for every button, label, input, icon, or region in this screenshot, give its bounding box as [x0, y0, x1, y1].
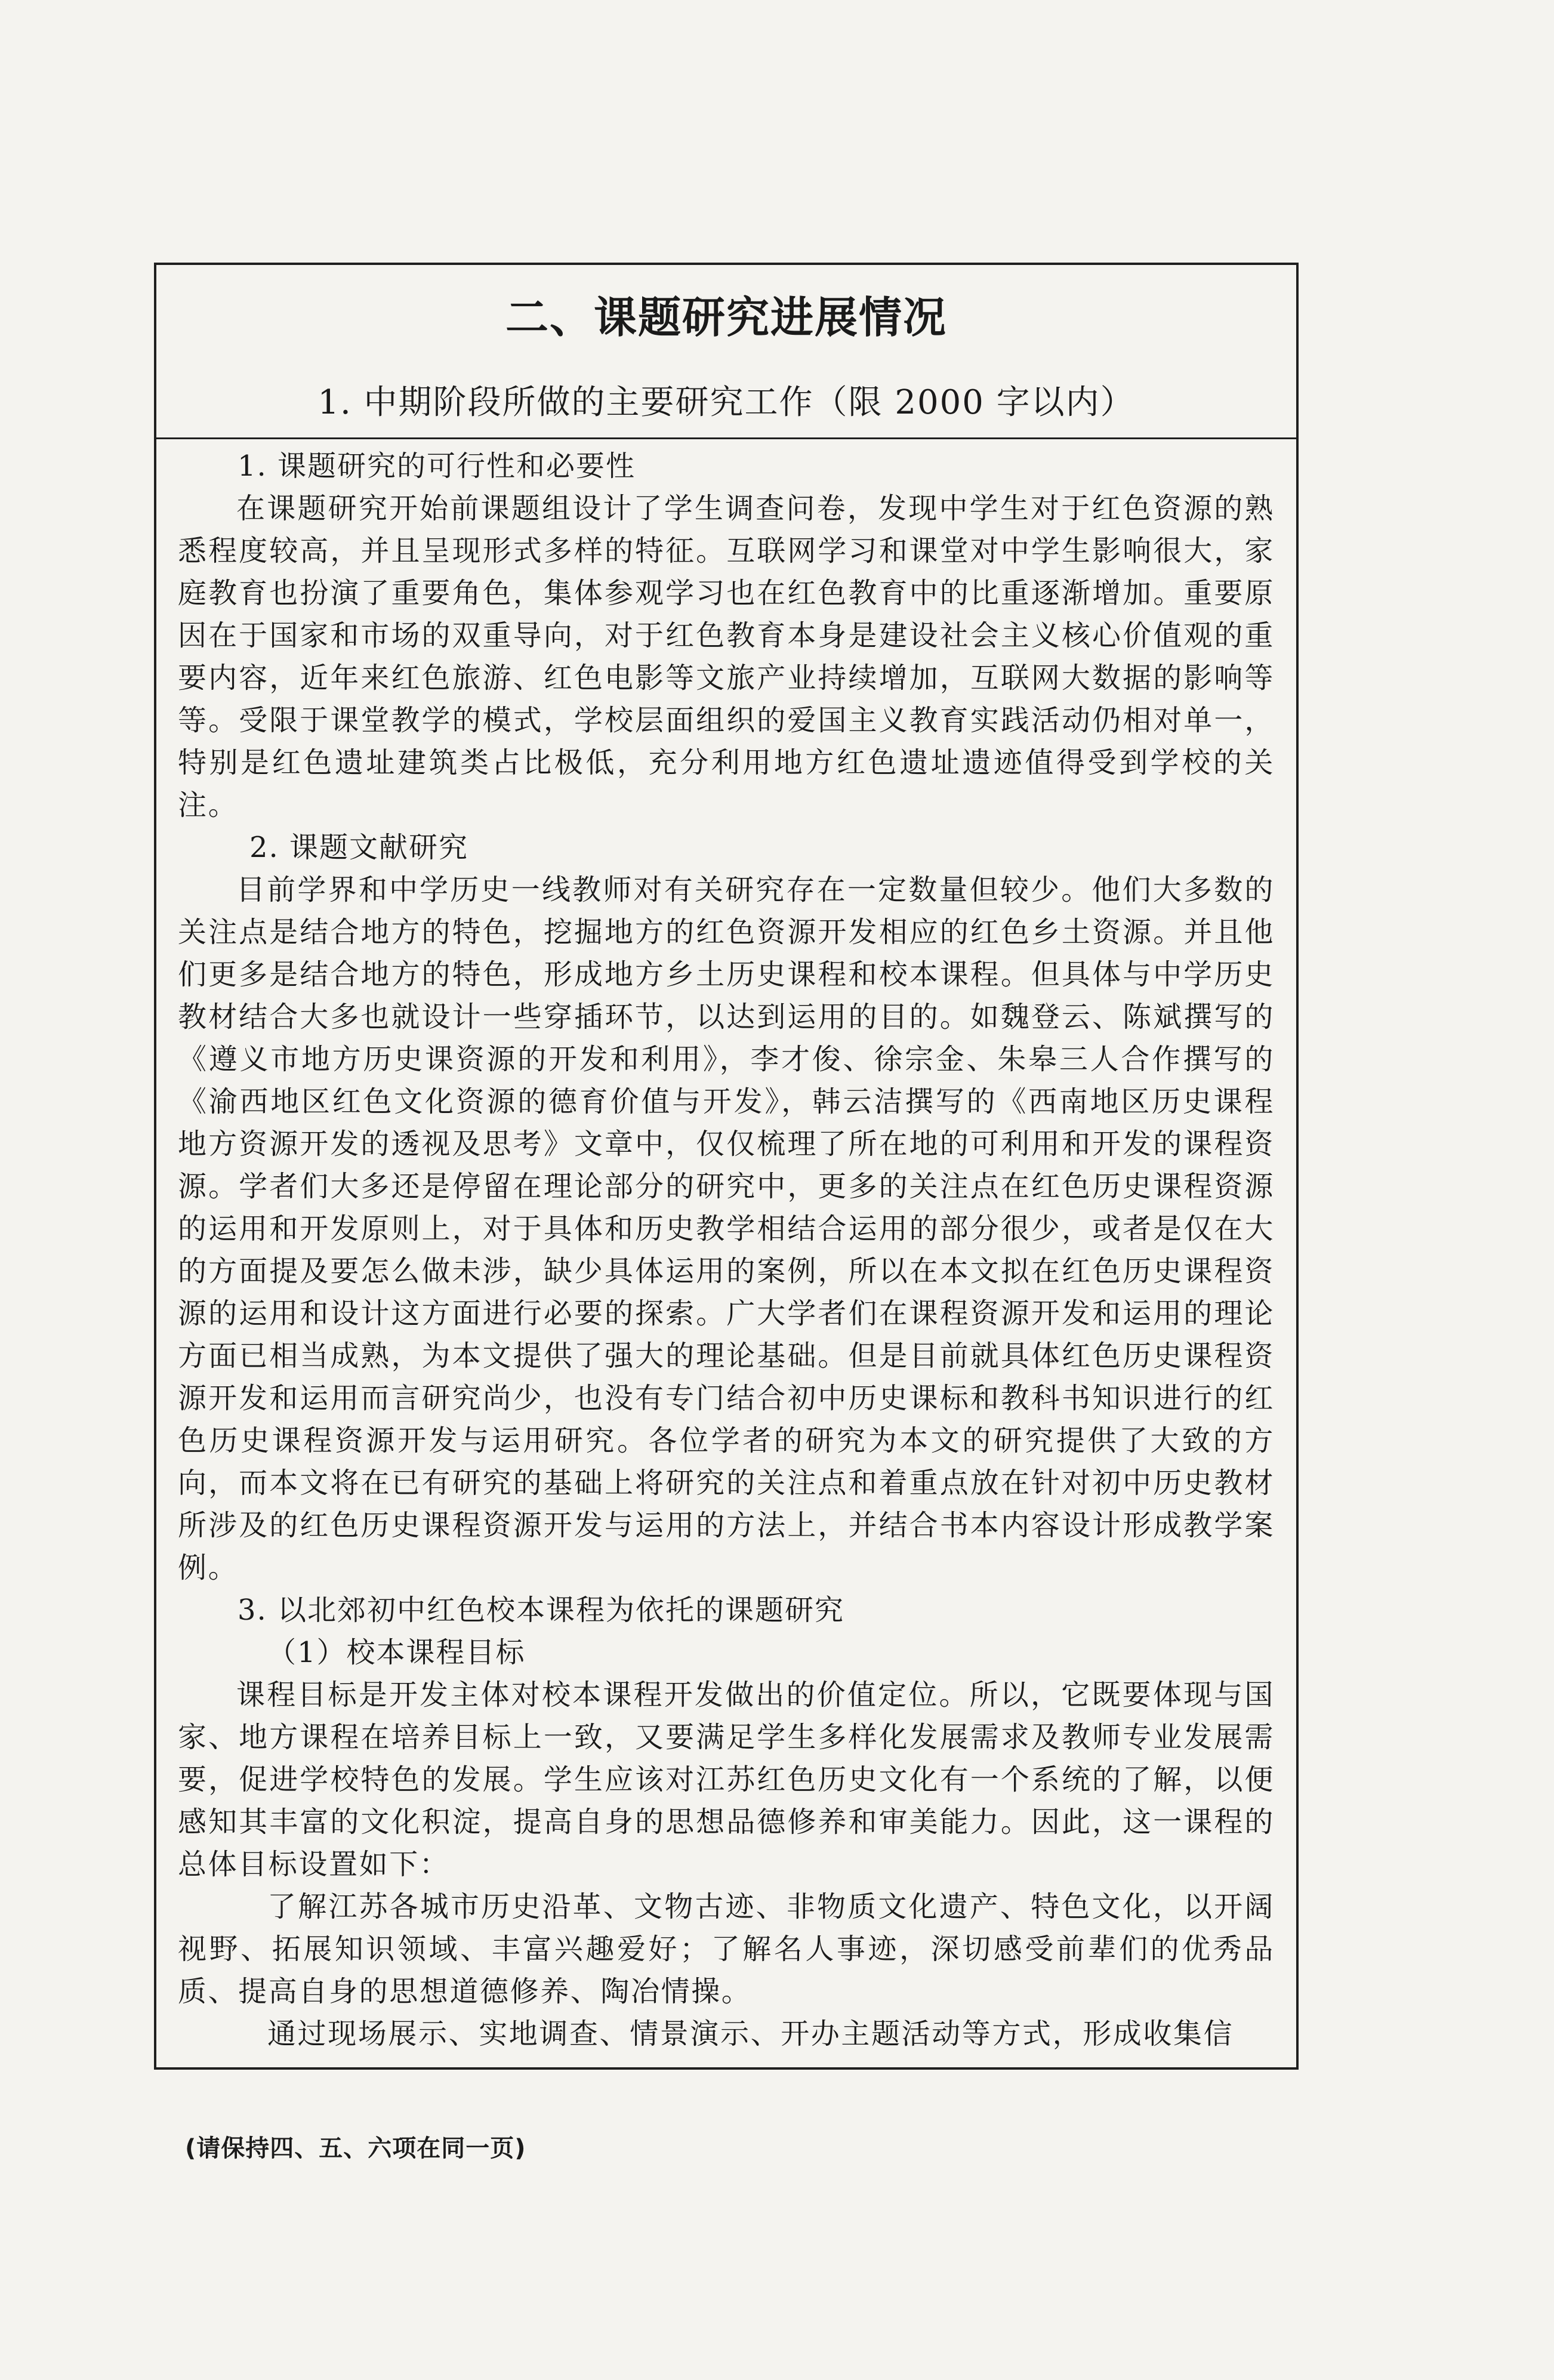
section-subtitle: 1. 中期阶段所做的主要研究工作（限 2000 字以内） [317, 383, 1135, 422]
paragraph-course-goal: 课程目标是开发主体对校本课程开发做出的价值定位。所以，它既要体现与国家、地方课程在培养目标上一致，又要满足学生多样化发展需求及教师专业发展需要，促进学校特色的发展。学生应该对江苏红色历史文化有一个系统的了解，以便感知其丰富的文化积淀，提高自身的思想品德修养和审美能力。因此，这一课程的总体目标设置如下： [178, 1678, 1275, 1881]
paragraph-feasibility: 在课题研究开始前课题组设计了学生调查问卷，发现中学生对于红色资源的熟悉程度较高，并且呈现形式多样的特征。互联网学习和课堂对中学生影响很大，家庭教育也扮演了重要角色，集体参观学习也在红色教育中的比重逐渐增加。重要原因在于国家和市场的双重导向，对于红色教育本身是建设社会主义核心价值观的重要内容，近年来红色旅游、红色电影等文旅产业持续增加，互联网大数据的影响等等。受限于课堂教学的模式，学校层面组织的爱国主义教育实践活动仍相对单一，特别是红色遗址建筑类占比极低，充分利用地方红色遗址遗迹值得受到学校的关注。 [178, 492, 1275, 822]
heading-literature: 2. 课题文献研究 [249, 831, 469, 864]
paragraph-goal-knowledge: 了解江苏各城市历史沿革、文物古迹、非物质文化遗产、特色文化，以开阔视野、拓展知识领域、丰富兴趣爱好；了解名人事迹，深切感受前辈们的优秀品质、提高自身的思想道德修养、陶冶情操。 [178, 1890, 1275, 2008]
section-title: 二、课题研究进展情况 [505, 292, 947, 343]
paragraph-goal-methods: 通过现场展示、实地调查、情景演示、开办主题活动等方式，形成收集信 [267, 2017, 1234, 2051]
heading-school-course: 3. 以北郊初中红色校本课程为依托的课题研究 [238, 1593, 845, 1627]
heading-feasibility: 1. 课题研究的可行性和必要性 [238, 449, 636, 483]
footer-note: (请保持四、五、六项在同一页) [185, 2135, 526, 2162]
paragraph-literature: 目前学界和中学历史一线教师对有关研究存在一定数量但较少。他们大多数的关注点是结合地方的特色，挖掘地方的红色资源开发相应的红色乡土资源。并且他们更多是结合地方的特色，形成地方乡土历史课程和校本课程。但具体与中学历史教材结合大多也就设计一些穿插环节，以达到运用的目的。如魏登云、陈斌撰写的《遵义市地方历史课资源的开发和利用》，李才俊、徐宗金、朱皋三人合作撰写的《渝西地区红色文化资源的德育价值与开发》，韩云洁撰写的《西南地区历史课程地方资源开发的透视及思考》文章中，仅仅梳理了所在地的可利用和开发的课程资源。学者们大多还是停留在理论部分的研究中，更多的关注点在红色历史课程资源的运用和开发原则上，对于具体和历史教学相结合运用的部分很少，或者是仅在大的方面提及要怎么做未涉，缺少具体运用的案例，所以在本文拟在红色历史课程资源的运用和设计这方面进行必要的探索。广大学者们在课程资源开发和运用的理论方面已相当成熟，为本文提供了强大的理论基础。但是目前就具体红色历史课程资源开发和运用而言研究尚少，也没有专门结合初中历史课标和教科书知识进行的红色历史课程资源开发与运用研究。各位学者的研究为本文的研究提供了大致的方向，而本文将在已有研究的基础上将研究的关注点和着重点放在针对初中历史教材所涉及的红色历史课程资源开发与运用的方法上，并结合书本内容设计形成教学案例。 [178, 873, 1275, 1584]
body-content [178, 445, 1275, 2055]
heading-course-goal: （1）校本课程目标 [267, 1636, 526, 1669]
section-header [156, 265, 1296, 439]
